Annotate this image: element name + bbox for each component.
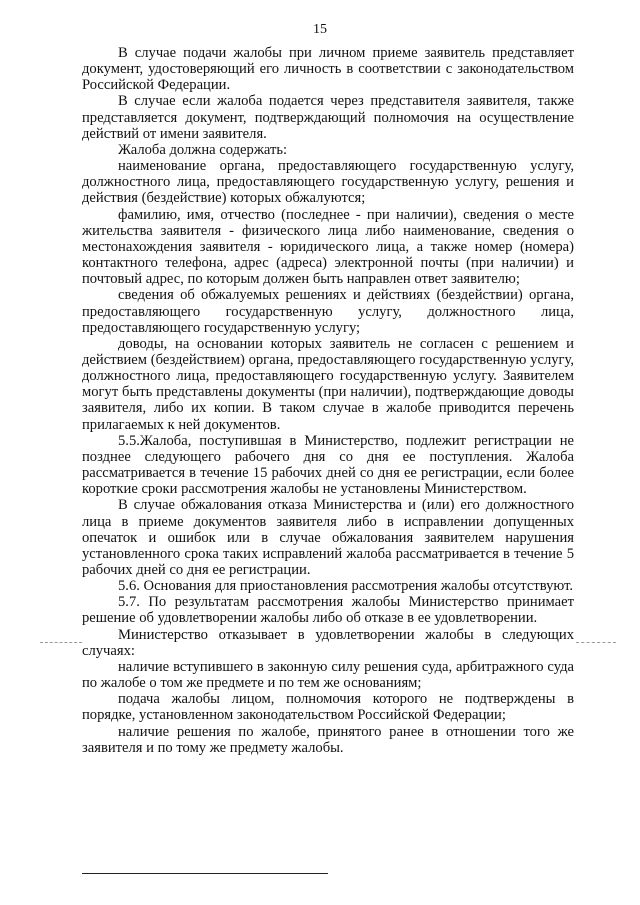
paragraph: подача жалобы лицом, полномочия которого не подтверждены в порядке, установленном законодательством Российской Федерации; — [82, 691, 574, 724]
paragraph: 5.5.Жалоба, поступившая в Министерство, подлежит регистрации не позднее следующего рабочего дня со дня ее поступления. Жалоба рассматривается в течение 15 рабочих дней со дня ее регистрации, если более короткие сроки рассмотрения жалобы не установлены Министерством. — [82, 432, 574, 498]
footnote-separator — [82, 873, 328, 874]
paragraph: 5.6. Основания для приостановления рассмотрения жалобы отсутствуют. — [118, 578, 574, 595]
paragraph: Министерство отказывает в удовлетворении жалобы в следующих случаях: — [82, 626, 574, 659]
paragraph: В случае обжалования отказа Министерства и (или) его должностного лица в приеме документов заявителя либо в исправлении допущенных опечаток и ошибок или в случае обжалования заявителем нарушения установленного срока таких исправлений жалоба рассматривается в течение 5 рабочих дней со дня ее регистрации. — [82, 497, 574, 578]
paragraph: наличие решения по жалобе, принятого ранее в отношении того же заявителя и по тому же предмету жалобы. — [82, 723, 574, 756]
paragraph: доводы, на основании которых заявитель не согласен с решением и действием (бездействием) органа, предоставляющего государственную услугу, должностного лица, предоставляющего государственную услугу. Заявителем могут быть представлены документы (при наличии), подтверждающие доводы заявителя, либо их копии. В таком случае в жалобе приводится перечень прилагаемых к ней документов. — [82, 335, 574, 433]
paragraph: наименование органа, предоставляющего государственную услугу, должностного лица, предоставляющего государственную услугу, решения и действия (бездействие) которых обжалуются; — [82, 158, 574, 207]
paragraph: В случае если жалоба подается через представителя заявителя, также представляется документ, подтверждающий полномочия на осуществление действий от имени заявителя. — [82, 93, 574, 142]
page-number: 15 — [313, 22, 327, 37]
paragraph: фамилию, имя, отчество (последнее - при наличии), сведения о месте жительства заявителя - физического лица либо наименование, сведения о местонахождения заявителя - юридического лица, а также номер (номера) контактного телефона, адрес (адреса) электронной почты (при наличии) и почтовый адрес, по которым должен быть направлен ответ заявителю; — [82, 206, 574, 288]
paragraph: В случае подачи жалобы при личном приеме заявитель представляет документ, удостоверяющий его личность в соответствии с законодательством Российской Федерации. — [82, 45, 574, 94]
scan-artifact-right — [576, 642, 616, 643]
paragraph: 5.7. По результатам рассмотрения жалобы Министерство принимает решение об удовлетворении жалобы либо об отказе в ее удовлетворении. — [82, 594, 574, 627]
paragraph: сведения об обжалуемых решениях и действиях (бездействии) органа, предоставляющего государственную услугу, должностного лица, предоставляющего государственную услугу; — [82, 287, 574, 336]
paragraph: Жалоба должна содержать: — [118, 141, 288, 158]
scan-artifact-left — [40, 642, 82, 643]
paragraph: наличие вступившего в законную силу решения суда, арбитражного суда по жалобе о том же предмете и по тем же основаниям; — [82, 658, 574, 692]
body-text — [82, 45, 574, 756]
